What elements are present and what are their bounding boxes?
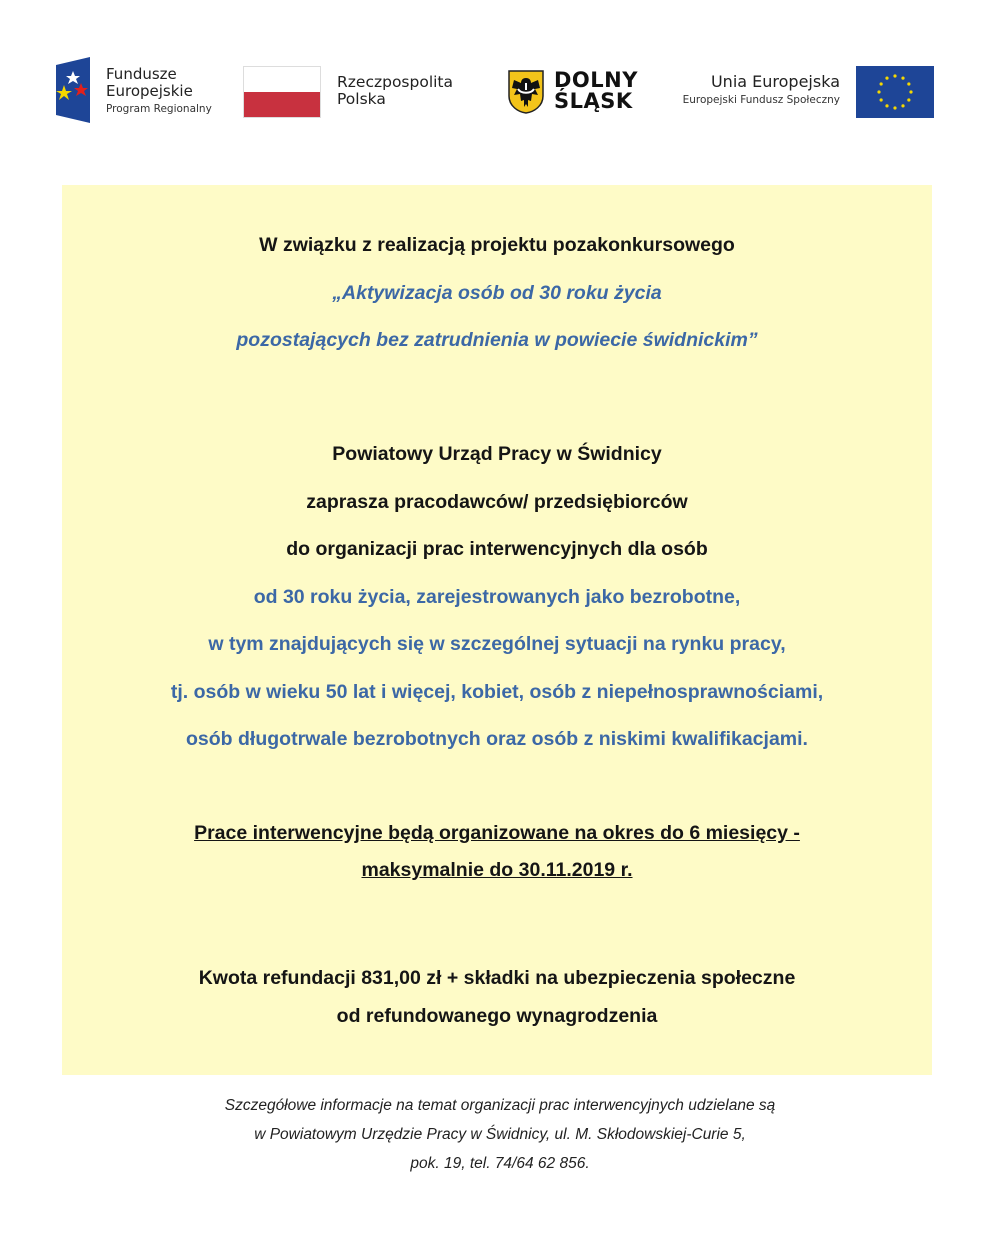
eu-star-icon <box>880 82 883 85</box>
invitation-text: zaprasza pracodawców/ przedsiębiorców <box>306 491 688 513</box>
logo-bar <box>0 0 1000 150</box>
target-group-line1: od 30 roku życia, zarejestrowanych jako bezrobotne, <box>253 586 741 608</box>
eu-star-icon <box>877 90 880 93</box>
fundusze-europejskie-text <box>106 66 212 116</box>
eu-star-icon <box>885 77 888 80</box>
target-group-line4: osób długotrwale bezrobotnych oraz osób z niskimi kwalifikacjami. <box>186 728 808 750</box>
fe-line1: Fundusze <box>106 65 177 83</box>
intro-text: W związku z realizacją projektu pozakonkursowego <box>259 234 735 256</box>
ds-line1: DOLNY <box>554 68 638 92</box>
rzeczpospolita-text <box>337 74 453 108</box>
refund-line1: Kwota refundacji 831,00 zł + składki na ubezpieczenia społeczne <box>198 967 796 989</box>
ue-line2: Europejski Fundusz Społeczny <box>682 94 840 106</box>
eu-star-icon <box>880 98 883 101</box>
purpose-text: do organizacji prac interwencyjnych dla osób <box>286 538 708 560</box>
footer-info-line1: Szczegółowe informacje na temat organizacji prac interwencyjnych udzielane są <box>224 1097 776 1114</box>
eu-star-icon <box>907 82 910 85</box>
eu-star-icon <box>909 90 912 93</box>
eu-star-icon <box>893 106 896 109</box>
polish-flag-icon <box>243 66 321 118</box>
target-group-line3: tj. osób w wieku 50 lat i więcej, kobiet, osób z niepełnosprawnościami, <box>170 681 824 703</box>
office-name: Powiatowy Urząd Pracy w Świdnicy <box>332 443 662 465</box>
ds-line2: ŚLĄSK <box>554 89 633 113</box>
dolny-slask-text <box>554 70 638 112</box>
fe-line3: Program Regionalny <box>106 103 212 115</box>
footer-info-line3: pok. 19, tel. 74/64 62 856. <box>410 1155 590 1172</box>
rp-line1: Rzeczpospolita <box>337 73 454 91</box>
eu-star-icon <box>901 104 904 107</box>
eu-star-icon <box>907 98 910 101</box>
period-line1: Prace interwencyjne będą organizowane na okres do 6 miesięcy - <box>194 822 800 844</box>
unia-europejska-text <box>683 72 840 108</box>
eu-star-icon <box>885 104 888 107</box>
project-title-line1: „Aktywizacja osób od 30 roku życia <box>332 282 662 304</box>
lower-silesia-crest-icon <box>508 70 544 114</box>
period-line2: maksymalnie do 30.11.2019 r. <box>361 859 633 881</box>
target-group-line2: w tym znajdujących się w szczególnej sytuacji na rynku pracy, <box>208 633 786 655</box>
eu-flag-icon <box>856 66 934 118</box>
eu-star-icon <box>893 74 896 77</box>
eu-star-icon <box>901 77 904 80</box>
fundusze-europejskie-logo-icon <box>56 57 90 123</box>
announcement-panel <box>62 185 932 1075</box>
fe-line2: Europejskie <box>106 82 193 100</box>
rp-line2: Polska <box>337 90 386 108</box>
project-title-line2: pozostających bez zatrudnienia w powiecie świdnickim” <box>236 329 758 351</box>
ue-line1: Unia Europejska <box>710 72 840 91</box>
refund-line2: od refundowanego wynagrodzenia <box>336 1005 658 1027</box>
footer-info-line2: w Powiatowym Urzędzie Pracy w Świdnicy, ul. M. Skłodowskiej-Curie 5, <box>254 1126 746 1143</box>
